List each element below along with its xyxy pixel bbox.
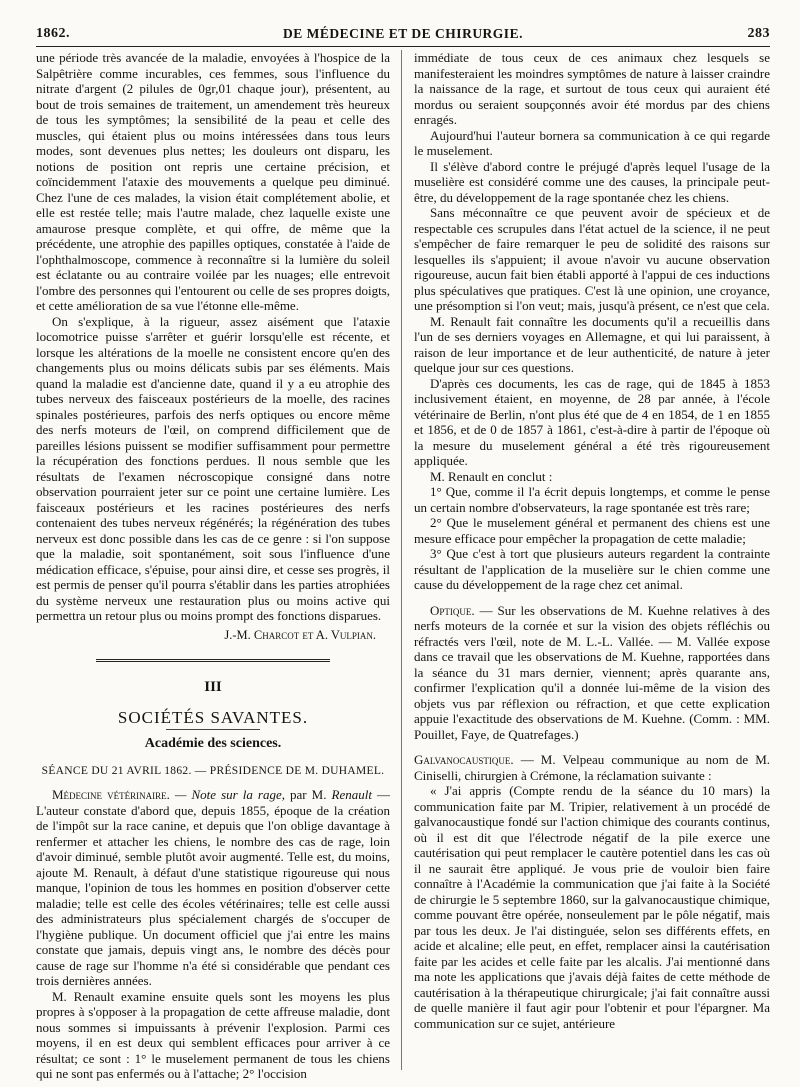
paragraph: une période très avancée de la maladie, envoyées à l'hospice de la Salpêtrière comme incurables, ces femmes, sous l'influence du nitrate d'argent (2 pilules de 0gr,01 chaque jour), présentent, au bout de trois semaines de traitement, un amendement très heureux de tous les symptômes; la sensibilité de la peau et celle des muscles, qui étaient plus ou moins intéressées dans tous leurs modes, sont devenues plus nettes; les douleurs ont disparu, les notions de position ont repris une certaine précision, et coïncidemment l'ataxie des mouvements a quelque peu diminué. Chez l'une de ces malades, la vision était complétement abolie, et elle est restée telle; mais l'autre malade, chez laquelle existe une amaurose presque complète, et qui offre, de même que la précédente, une atrophie des papilles optiques, constatée à l'aide de l'ophthalmoscope, commence à reconnaître si la lumière du soleil est éclatante ou au contraire voilée par les nuages; elle entrevoit l'ombre des personnes qui l'entourent ou celle de ses propres doigts, et cette amélioration de sa vue l'étonne elle-même. (36, 50, 390, 313)
signature: J.-M. Charcot et A. Vulpian. (224, 627, 376, 642)
session-line: SÉANCE DU 21 AVRIL 1862. — PRÉSIDENCE DE M. DUHAMEL. (41, 764, 385, 777)
paragraph-text: — M. Velpeau communique au nom de M. Ciniselli, chirurgien à Crémone, la réclamation suivante : (414, 752, 770, 783)
section-title: SOCIÉTÉS SAVANTES. (117, 707, 309, 727)
rubric: Optique. (430, 602, 475, 618)
header-year: 1862. (36, 26, 70, 41)
section-divider (96, 659, 330, 662)
paragraph: M. Renault fait connaître les documents qu'il a recueillis dans l'un de ses derniers voyages en Allemagne, et qui lui paraissent, à raison de leur importance et de leur authenticité, de nature à jeter quelque jour sur ces questions. (414, 313, 770, 375)
paragraph: Aujourd'hui l'auteur bornera sa communication à ce qui regarde le muselement. (414, 127, 770, 158)
paragraph-text: — Sur les observations de M. Kuehne relatives à des nerfs moteurs de la cornée et sur la vision des objets réfléchis ou réfractés vers l'œil, note de M. L.-L. Vallée. — M. Vallée expose dans ce travail que les observations de M. Kuehne, rapportées dans la séance du 31 mars dernier, viennent; après quarante ans, confirmer l'explication qu'il a donnée lui-même de la vision des objets vus par réflexion ou réfraction, et que cette explication appuie l'exactitude des observations de M. Kuehne. (Comm. : MM. Pouillet, Faye, de Quatrefages.) (414, 602, 770, 742)
page-number: 283 (747, 26, 770, 41)
list-item: 1° Que, comme il l'a écrit depuis longtemps, et comme le pense un certain nombre d'observateurs, la rage spontanée est très rare; (414, 484, 770, 515)
quoted-letter: « J'ai appris (Compte rendu de la séance du 10 mars) la communication faite par M. Tripier, relativement à un procédé de galvanocaustique fondé sur l'action chimique des courants continus, où il est dit que l'électrode négatif de la pile exerce une cautérisation qui peut remplacer le cautère potentiel dans les cas où il ne saurait être appliqué. Je vous prie de vouloir bien faire connaître à l'Académie la communication que j'ai faite à la Société de chirurgie le 5 septembre 1860, sur la galvanocaustique chimique, comme pouvant être opérée, nonseulement par le pôle négatif, mais par tous les deux. Je l'ai distinguée, selon ses différents effets, en acide et alcaline; elle peut, en effet, remplacer ainsi la cautérisation faite par les acides et celle faite par les alcalis. J'ai mentionné dans ma note les applications que j'avais déjà faites de cette méthode de cautérisation à la thérapeutique chirurgicale; j'ai fait connaître aussi de quelle manière il faut agir pour l'obtenir et pour l'épargner. Ma communication sur ce sujet, antérieure (414, 783, 770, 1031)
paragraph (414, 752, 770, 783)
header-title: DE MÉDECINE ET DE CHIRURGIE. (283, 26, 523, 41)
left-column (36, 50, 390, 1082)
paragraph: Sans méconnaître ce que peuvent avoir de spécieux et de respectable ces scrupules dans l'état actuel de la science, il ne peut s'empêcher de faire remarquer le peu de solidité des raisons sur lesquelles ils s'appuient; il avoue n'avoir vu aucune observation rigoureuse, aucun fait bien établi apporté à l'appui de ces inductions plus spéculatives que pratiques. C'est là une opinion, une croyance, une présomption si l'on veut; mais, jusqu'à présent, ce n'est que cela. (414, 205, 770, 313)
running-header (36, 26, 770, 47)
paragraph: immédiate de tous ceux de ces animaux chez lesquels se manifesteraient les moindres symptômes de nature à laisser craindre la naissance de la rage, et surtout de tous ceux qui auraient été mordus ou seraient soupçonnés avoir été mordus par des chiens enragés. (414, 50, 770, 127)
list-item: 3° Que c'est à tort que plusieurs auteurs regardent la contrainte résultant de l'application de la muselière sur le chien comme une cause du développement de la rage chez cet animal. (414, 546, 770, 592)
paragraph: On s'explique, à la rigueur, assez aisément que l'ataxie locomotrice puisse s'arrêter et guérir lorsqu'elle est récente, et lorsque les altérations de la moelle ne consistent encore qu'en des changements plus ou moins délicats subis par ses éléments. Mais quand la maladie est d'ancienne date, quand il y a eu atrophie des tubes nerveux des faisceaux postérieurs de la moelle, des racines spinales postérieures, parfois des nerfs optiques ou encore même des nerfs moteurs de l'œil, on comprend difficilement que de pareilles lésions puissent se modifier suffisamment pour permettre la récupération des fonctions perdues. Il nous semble que les résultats de l'examen nécroscopique consigné dans notre observation pourraient jeter sur ce point une certaine lumière. Les faisceaux postérieurs et les racines postérieures des nerfs contenaient des tubes nerveux régénérés; la régénération des tubes nerveux est donc possible dans les cas de ce genre : si l'on suppose que la maladie, soit spontanément, soit sous l'influence d'une médication efficace, s'épuise, pour ainsi dire, et cesse ses progrès, il est permis de penser qu'il pourra s'établir dans les parties atrophiées du système nerveux une restauration plus ou moins active qui permettra un retour plus ou moins prompt des fonctions disparues. (36, 313, 390, 623)
paragraph: D'après ces documents, les cas de rage, qui de 1845 à 1853 inclusivement étaient, en moyenne, de 28 par année, à l'école vétérinaire de Berlin, n'ont plus été que de 4 en 1854, de 1 en 1855 et 1856, et de 0 de 1857 à 1861, c'est-à-dire à partir de l'époque où la mesure du muselement général a été très rigoureusement appliquée. (414, 375, 770, 468)
spacer (414, 742, 770, 752)
section-number: III (204, 679, 222, 695)
right-column (414, 50, 770, 1031)
conclusions-list (414, 484, 770, 593)
article-title: — Note sur la rage, (169, 787, 291, 802)
paragraph: M. Renault examine ensuite quels sont les moyens les plus propres à s'opposer à la propagation de cette affreuse maladie, dont nous sommes si impuissants à prévenir l'explosion. Parmi ces moyens, il en est deux qui semblent efficaces pour arriver à ce résultat; ce sont : 1° le muselement permanent de tous les chiens qui ne sont pas enfermés ou à l'attache; 2° l'occision (36, 988, 390, 1081)
rubric: Galvanocaustique. (414, 752, 514, 767)
spacer (414, 593, 770, 603)
paragraph-text: — L'auteur constate d'abord que, depuis 1855, époque de la création de l'impôt sur la race canine, et depuis que l'on oblige davantage à renfermer et attacher les chiens, le nombre des cas de rage, loin d'avoir diminué, semble plutôt avoir augmenté. Telle est, du moins, ajoute M. Renault, à défaut d'une statistique rigoureuse qui nous manque, l'opinion de tous les hommes en position d'observer cette maladie; telle est celle des écoles vétérinaires; telle est celle aussi des administrateurs plus spécialement chargés de s'occuper de l'hygiène publique. Un document officiel que j'ai entre les mains constate que jamais, depuis vingt ans, le nombre des décès pour cause de rage sur l'homme n'a été si considérable que pendant ces trois dernières années. (36, 787, 391, 988)
paragraph (414, 603, 770, 743)
column-divider (401, 50, 402, 1070)
subsection-title: Académie des sciences. (144, 736, 282, 751)
list-item: 2° Que le muselement général et permanent des chiens est une mesure efficace pour empêcher la propagation de cette maladie; (414, 515, 770, 546)
paragraph (36, 787, 390, 989)
title-rule (166, 729, 260, 730)
paragraph: Il s'élève d'abord contre le préjugé d'après lequel l'usage de la muselière est considéré comme une des causes, la principale peut-être, du développement de la rage spontanée chez les chiens. (414, 158, 770, 205)
paragraph: M. Renault en conclut : (430, 468, 553, 484)
byline: par M. (290, 787, 332, 802)
rubric: Médecine vétérinaire. (52, 787, 170, 802)
author: Renault (331, 787, 372, 802)
